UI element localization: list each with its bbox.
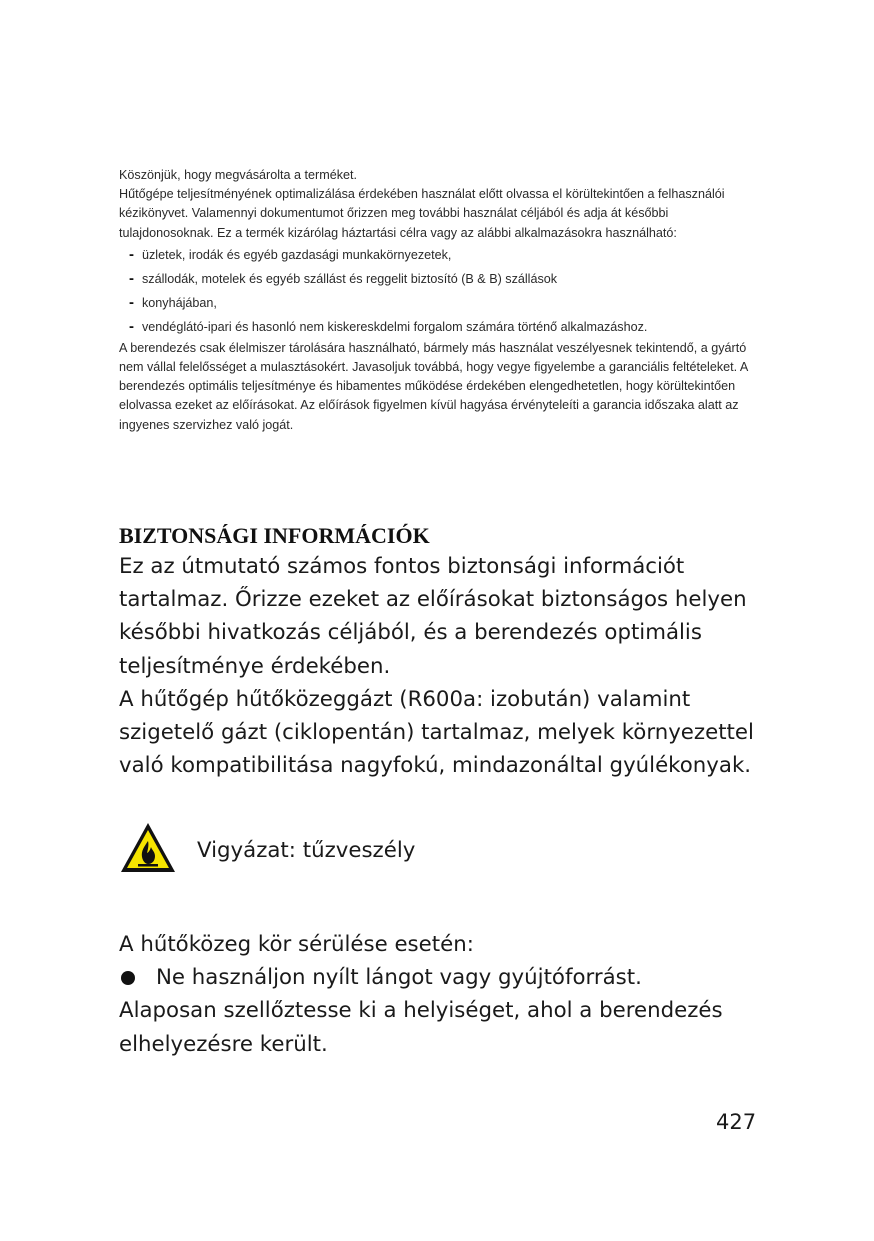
- list-item-text: üzletek, irodák és egyéb gazdasági munkakörnyezetek,: [142, 247, 452, 262]
- usage-list: [119, 243, 759, 339]
- dash-bullet: -: [129, 269, 134, 287]
- safety-paragraph-1: Ez az útmutató számos fontos biztonsági információt tartalmaz. Őrizze ezeket az előírásokat biztonságos helyen későbbi hivatkozás céljából, és a berendezés optimális teljesítménye érdekében.: [119, 554, 747, 679]
- dash-bullet: -: [129, 245, 134, 263]
- flammable-warning-icon: [119, 821, 177, 875]
- intro-section: [119, 166, 759, 435]
- document-page: [119, 166, 759, 1057]
- page-number: 427: [716, 1110, 757, 1134]
- list-item: [119, 315, 759, 339]
- section-title: BIZTONSÁGI INFORMÁCIÓK: [119, 523, 430, 548]
- list-item: [119, 267, 759, 291]
- list-item: [119, 243, 759, 267]
- dash-bullet: -: [129, 293, 134, 311]
- fire-warning: [119, 820, 415, 876]
- leak-bullet-text: Ne használjon nyílt lángot vagy gyújtóforrást.: [156, 965, 642, 991]
- leak-instructions: [119, 928, 759, 1061]
- warning-text: Vigyázat: tűzveszély: [197, 838, 416, 864]
- list-item: [119, 291, 759, 315]
- list-item-text: vendéglátó-ipari és hasonló nem kiskereskdelmi forgalom számára történő alkalmazáshoz.: [142, 319, 648, 334]
- bullet-dot-icon: [121, 971, 135, 985]
- safety-paragraph-2: A hűtőgép hűtőközeggázt (R600a: izobután) valamint szigetelő gázt (ciklopentán) tartalmaz, melyek környezettel való kompatibilitása nagyfokú, mindazonáltal gyúlékonyak.: [119, 686, 754, 779]
- list-item: [119, 961, 759, 994]
- list-item-text: szállodák, motelek és egyéb szállást és reggelit biztosító (B & B) szállások: [142, 271, 558, 286]
- usage-notice-paragraph: A berendezés csak élelmiszer tárolására használható, bármely más használat veszélyesnek tekintendő, a gyártó nem vállal felelősséget a mulasztásokért. Javasoljuk továbbá, hogy vegye figyelembe a garanciális feltételeket. A berendezés optimális teljesítménye és hibamentes működése érdekében elengedhetetlen, hogy körültekintően elolvassa ezeket az előírásokat. Az előírások figyelmen kívül hagyása érvényteleíti a garancia időszaka alatt az ingyenes szervizhez való jogát.: [119, 340, 748, 432]
- leak-intro: A hűtőközeg kör sérülése esetén:: [119, 932, 474, 957]
- leak-after: Alaposan szellőztesse ki a helyiséget, ahol a berendezés elhelyezésre került.: [119, 998, 723, 1057]
- dash-bullet: -: [129, 317, 134, 335]
- safety-body: [119, 550, 759, 782]
- list-item-text: konyhájában,: [142, 295, 217, 310]
- intro-paragraph: Köszönjük, hogy megvásárolta a terméket. Hűtőgépe teljesítményének optimalizálása érdekében használat előtt olvassa el körültekintően a felhasználói kézikönyvet. Valamennyi dokumentumot őrizzen meg további használat céljából és adja át későbbi tulajdonosoknak. Ez a termék kizárólag háztartási célra vagy az alábbi alkalmazásokra használható:: [119, 168, 725, 240]
